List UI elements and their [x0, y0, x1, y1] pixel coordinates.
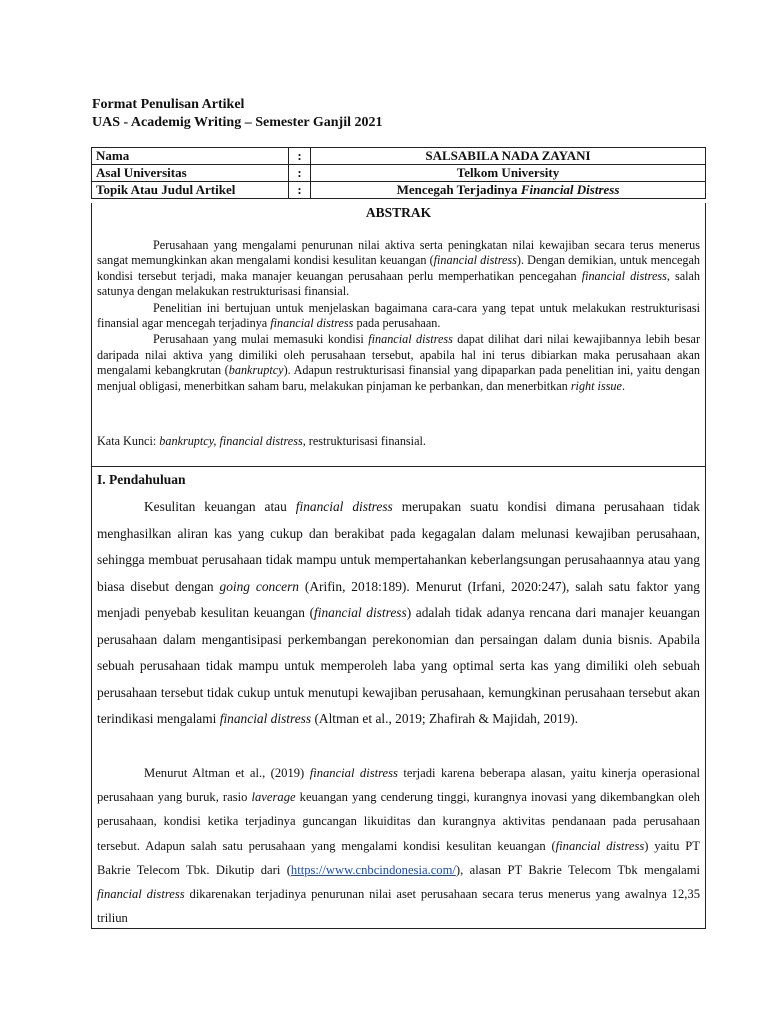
row-label-topic: Topik Atau Judul Artikel	[92, 182, 289, 199]
italic-term: financial distress	[270, 316, 354, 331]
italic-term: financial distress	[97, 887, 185, 902]
italic-term: financial distress	[295, 499, 393, 514]
abstract-section	[91, 203, 706, 467]
text-run: dapat dilihat dari nilai kewajibannya lebih besar daripada nilai aktiva yang dimiliki oleh perusahaan tersebut, apabila hal ini terus dibiarkan maka perusahaan akan mengalami kebangkrutan (	[97, 332, 700, 378]
italic-term: financial distress	[219, 711, 312, 726]
section-title: I. Pendahuluan	[97, 472, 186, 487]
italic-term: laverage	[251, 790, 296, 805]
text-run: merupakan suatu kondisi dimana perusahaan tidak menghasilkan aliran kas yang cukup dan berakibat pada kegagalan dalam melunasi kewajiban perusahaan, sehingga membuat perusahaan tidak mampu untuk mempertahankan keberlangsungan perusahaannya atau yang biasa disebut dengan	[97, 499, 700, 594]
italic-term: financial distress	[433, 253, 517, 268]
topic-plain: Mencegah Terjadinya	[396, 182, 521, 197]
abstract-body	[97, 238, 700, 394]
text-run: , salah satunya dengan melakukan restrukturisasi finansial.	[97, 268, 701, 299]
table-row	[92, 182, 706, 199]
text-run: Penelitian ini bertujuan untuk menjelaskan bagaimana cara-cara yang tepat untuk melakukan restrukturisasi finansial agar mencegah terjadinya	[97, 300, 700, 331]
header-line-1: Format Penulisan Artikel	[92, 97, 245, 112]
italic-term: bankruptcy	[228, 363, 284, 378]
body-paragraph	[97, 761, 700, 929]
row-separator: :	[289, 148, 311, 165]
abstract-paragraph	[97, 301, 700, 332]
row-label-name: Nama	[92, 148, 289, 165]
row-value-university: Telkom University	[311, 165, 706, 182]
abstract-title: ABSTRAK	[365, 205, 432, 220]
document-header	[92, 96, 383, 132]
keywords-line	[97, 434, 426, 449]
text-run: ). Dengan demikian, untuk mencegah kondisi tersebut terjadi, maka manajer keuangan perusahaan perlu memperhatikan pencegahan	[97, 253, 700, 283]
italic-term: financial distress	[368, 332, 453, 347]
header-line-2: UAS - Academig Writing – Semester Ganjil 2021	[92, 115, 383, 130]
introduction-body-continued	[97, 761, 700, 929]
text-run: (Altman et al., 2019; Zhafirah & Majidah, 2019).	[311, 711, 579, 726]
italic-term: financial distress	[555, 838, 645, 853]
text-run: dikarenakan terjadinya penurunan nilai aset perusahaan secara terus menerus yang awalnya 12,35 triliun	[97, 887, 700, 926]
keywords-label: Kata Kunci:	[97, 434, 160, 448]
introduction-body	[97, 494, 700, 733]
keywords-rest: , restrukturisasi finansial.	[302, 434, 426, 448]
italic-term: right issue	[570, 378, 622, 393]
text-run: .	[621, 378, 625, 393]
italic-term: financial distress	[314, 605, 407, 620]
text-run: keuangan yang cenderung tinggi, kurangnya inovasi yang dikembangkan oleh perusahaan, kondisi ketika terjadinya guncangan likuiditas dan kurangnya aktivitas pendanaan pada perusahaan tersebut. Adapun salah satu perusahaan yang mengalami kondisi kesulitan keuangan (	[97, 790, 700, 853]
text-run: Perusahaan yang mengalami penurunan nilai aktiva serta peningkatan nilai kewajiban secara terus menerus sangat memungkinkan akan mengalami kondisi kesulitan keuangan (	[97, 238, 700, 268]
table-row	[92, 165, 706, 182]
text-run: pada perusahaan.	[353, 316, 441, 331]
table-row	[92, 148, 706, 165]
text-run: (Arifin, 2018:189). Menurut (Irfani, 2020:247), salah satu faktor yang menjadi penyebab kesulitan keuangan (	[97, 578, 700, 620]
italic-term: financial distress	[581, 268, 667, 283]
text-run: ) yaitu PT Bakrie Telecom Tbk. Dikutip dari (	[97, 838, 700, 877]
text-run: terjadi karena beberapa alasan, yaitu kinerja operasional perusahaan yang buruk, rasio	[97, 766, 700, 805]
text-run: Menurut Altman et al., (2019)	[144, 766, 310, 780]
text-run: ). Adapun restrukturisasi finansial yang dipaparkan pada penelitian ini, yaitu dengan menjual obligasi, menerbitkan saham baru, melakukan pinjaman ke perbankan, dan menerbitkan	[97, 363, 700, 393]
body-paragraph	[97, 494, 700, 733]
identity-table	[91, 147, 706, 199]
text-run: ), alasan PT Bakrie Telecom Tbk mengalami	[455, 862, 700, 877]
abstract-paragraph	[97, 238, 700, 300]
topic-italic: Financial Distress	[520, 182, 620, 197]
text-run: Perusahaan yang mulai memasuki kondisi	[153, 332, 369, 347]
text-run: Kesulitan keuangan atau	[144, 499, 296, 514]
row-separator: :	[289, 182, 311, 199]
abstract-paragraph	[97, 332, 700, 394]
keywords-italic: bankruptcy, financial distress	[159, 434, 303, 448]
italic-term: going concern	[219, 578, 300, 594]
introduction-section	[91, 466, 706, 929]
row-value-name: SALSABILA NADA ZAYANI	[311, 148, 706, 165]
row-separator: :	[289, 165, 311, 182]
italic-term: financial distress	[309, 766, 398, 780]
text-run: ) adalah tidak adanya rencana dari manajer keuangan perusahaan dalam mengantisipasi perkembangan perekonomian dan persaingan dalam dunia bisnis. Apabila sebuah perusahaan tidak mampu untuk memperoleh laba yang optimal serta kas yang dimiliki oleh sebuah perusahaan tersebut tidak cukup untuk menutupi kewajiban perusahaan, kemungkinan perusahaan tersebut akan terindikasi mengalami	[97, 605, 700, 726]
row-label-university: Asal Universitas	[92, 165, 289, 182]
cnbc-link[interactable]: https://www.cnbcindonesia.com/	[290, 862, 456, 877]
row-value-topic	[311, 182, 706, 199]
